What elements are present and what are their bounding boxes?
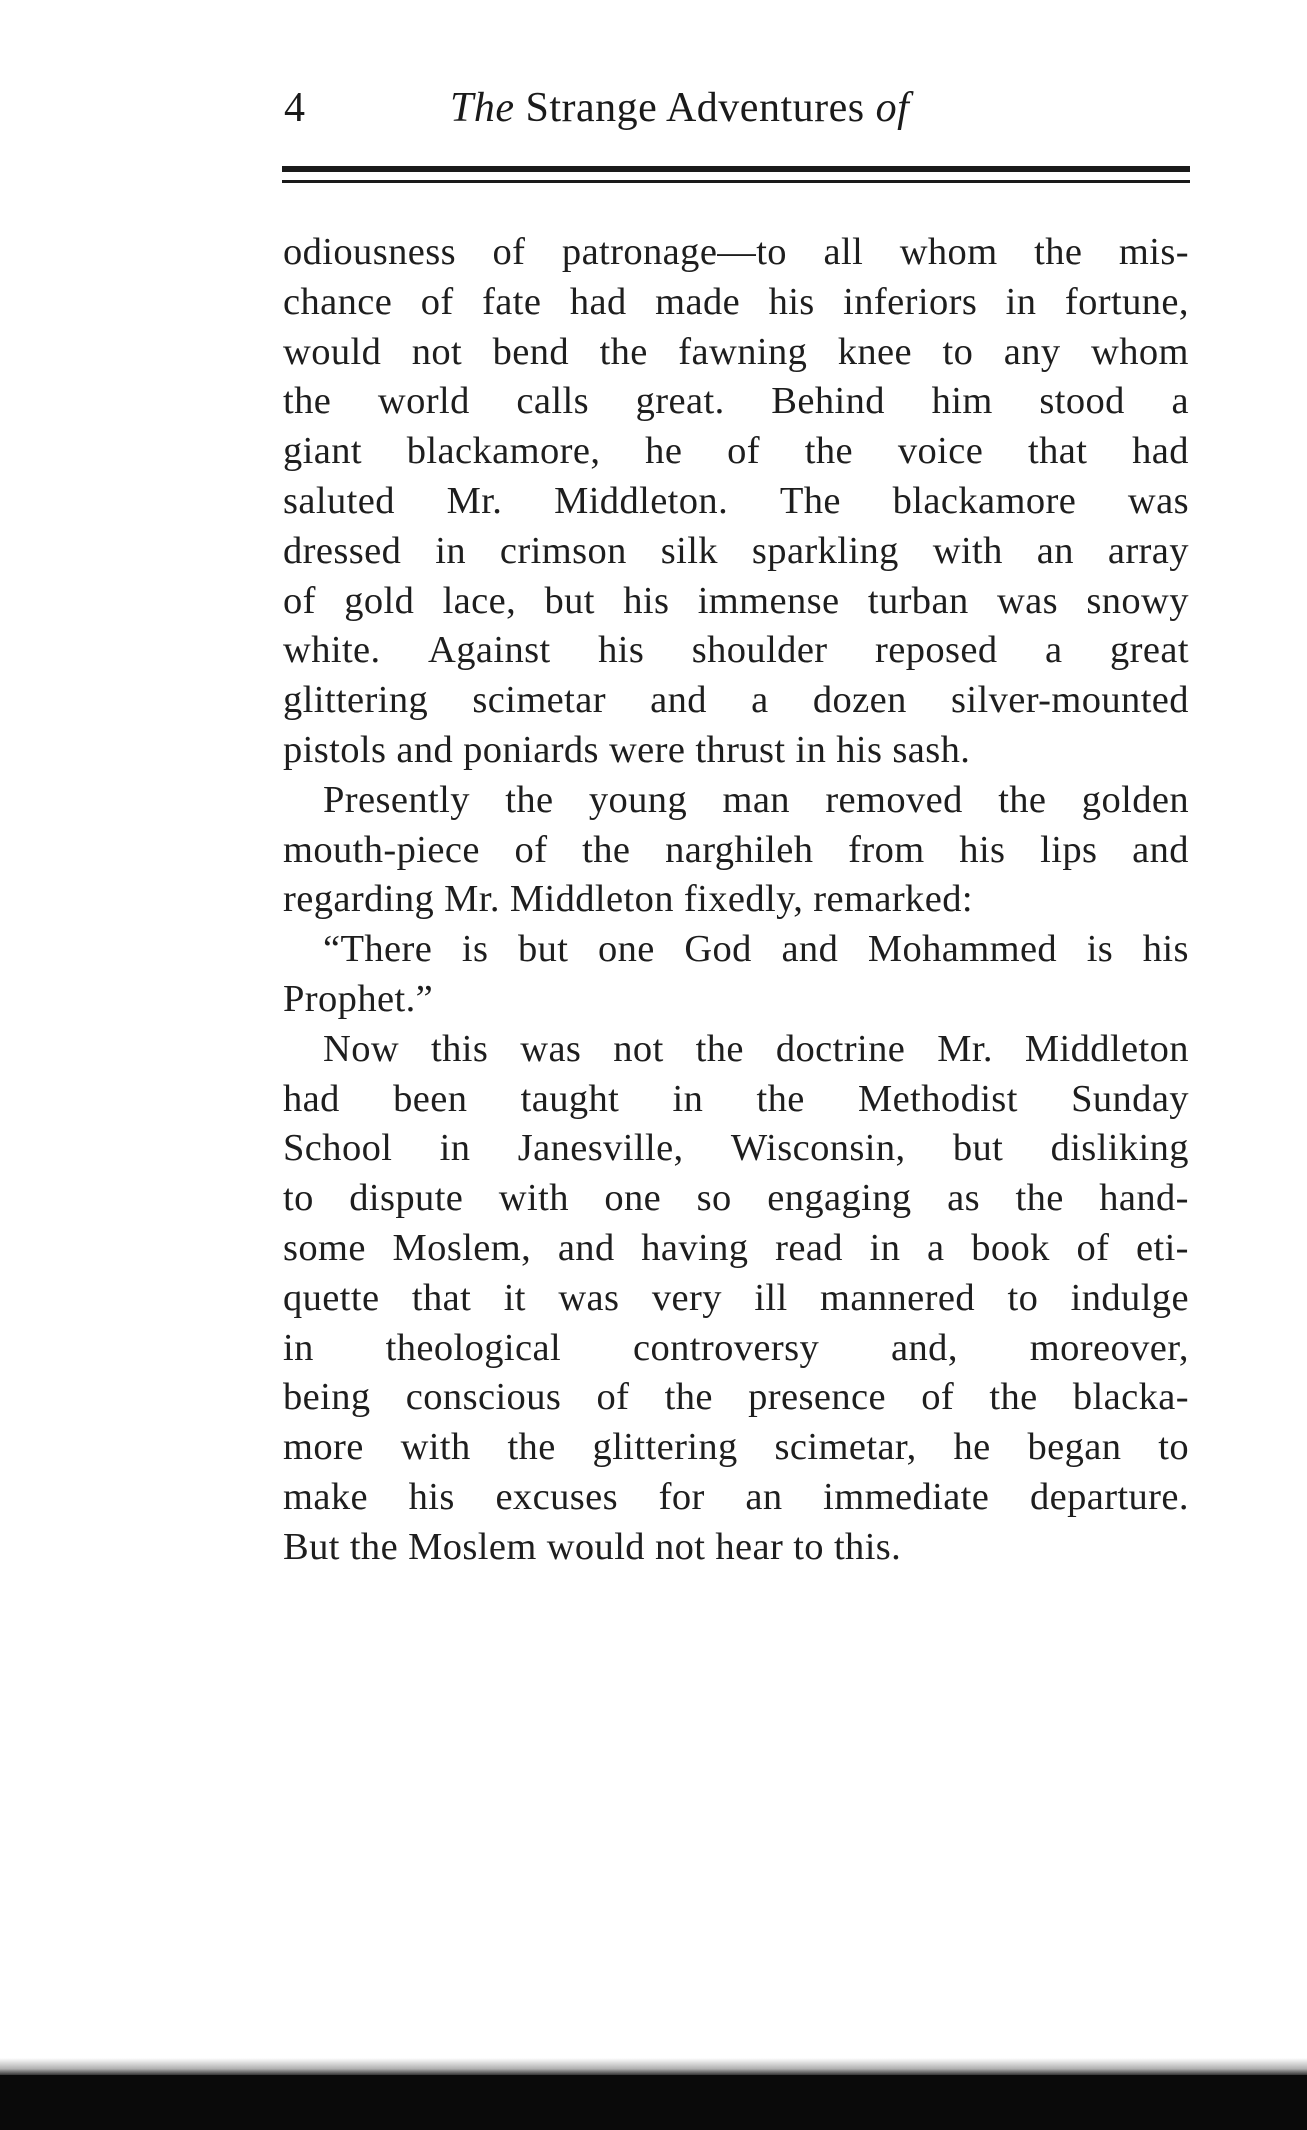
text-line: giant blackamore, he of the voice that had [283,430,1189,473]
text-line: had been taught in the Methodist Sunday [283,1077,1189,1120]
text-line: to dispute with one so engaging as the hand- [283,1177,1189,1220]
text-line: of gold lace, but his immense turban was snowy [283,579,1189,622]
text-line: being conscious of the presence of the blacka- [283,1376,1189,1419]
text-line: Prophet.” [283,977,434,1020]
scan-bottom-edge [0,2075,1307,2130]
text-line: But the Moslem would not hear to this. [283,1525,902,1568]
text-line: odiousness of patronage—to all whom the mis- [283,231,1189,273]
header-rule-thick [282,166,1190,172]
text-line: make his excuses for an immediate departure. [283,1475,1189,1518]
text-line: chance of fate had made his inferiors in fortune, [283,280,1189,323]
text-line: saluted Mr. Middleton. The blackamore was [283,479,1189,522]
page-number: 4 [284,85,305,131]
page-header [280,78,1190,138]
text-line: would not bend the fawning knee to any whom [283,330,1189,373]
text-line: white. Against his shoulder reposed a great [283,629,1189,672]
running-title-of: of [875,85,910,131]
running-title-the: The [450,85,515,131]
body-text [283,228,1189,1573]
text-line: more with the glittering scimetar, he began to [283,1426,1189,1469]
scan-edge-shadow [0,2058,1307,2076]
header-rule-thin [282,180,1190,183]
text-line: Presently the young man removed the golden [323,778,1189,821]
text-line: School in Janesville, Wisconsin, but disliking [283,1127,1189,1170]
text-line: “There is but one God and Mohammed is his [323,928,1189,971]
text-line: dressed in crimson silk sparkling with an array [283,529,1189,572]
text-line: the world calls great. Behind him stood a [283,380,1189,423]
running-title [450,78,909,138]
text-line: Now this was not the doctrine Mr. Middleton [323,1027,1189,1070]
text-line: regarding Mr. Middleton fixedly, remarked: [283,878,973,921]
text-line: quette that it was very ill mannered to indulge [283,1276,1189,1319]
text-line: glittering scimetar and a dozen silver-mounted [283,679,1189,722]
text-line: mouth-piece of the narghileh from his lips and [283,828,1189,871]
text-line: pistols and poniards were thrust in his sash. [283,728,971,771]
text-line: some Moslem, and having read in a book of eti- [283,1226,1189,1269]
running-title-main: Strange Adventures [525,85,865,131]
text-line: in theological controversy and, moreover, [283,1326,1189,1369]
